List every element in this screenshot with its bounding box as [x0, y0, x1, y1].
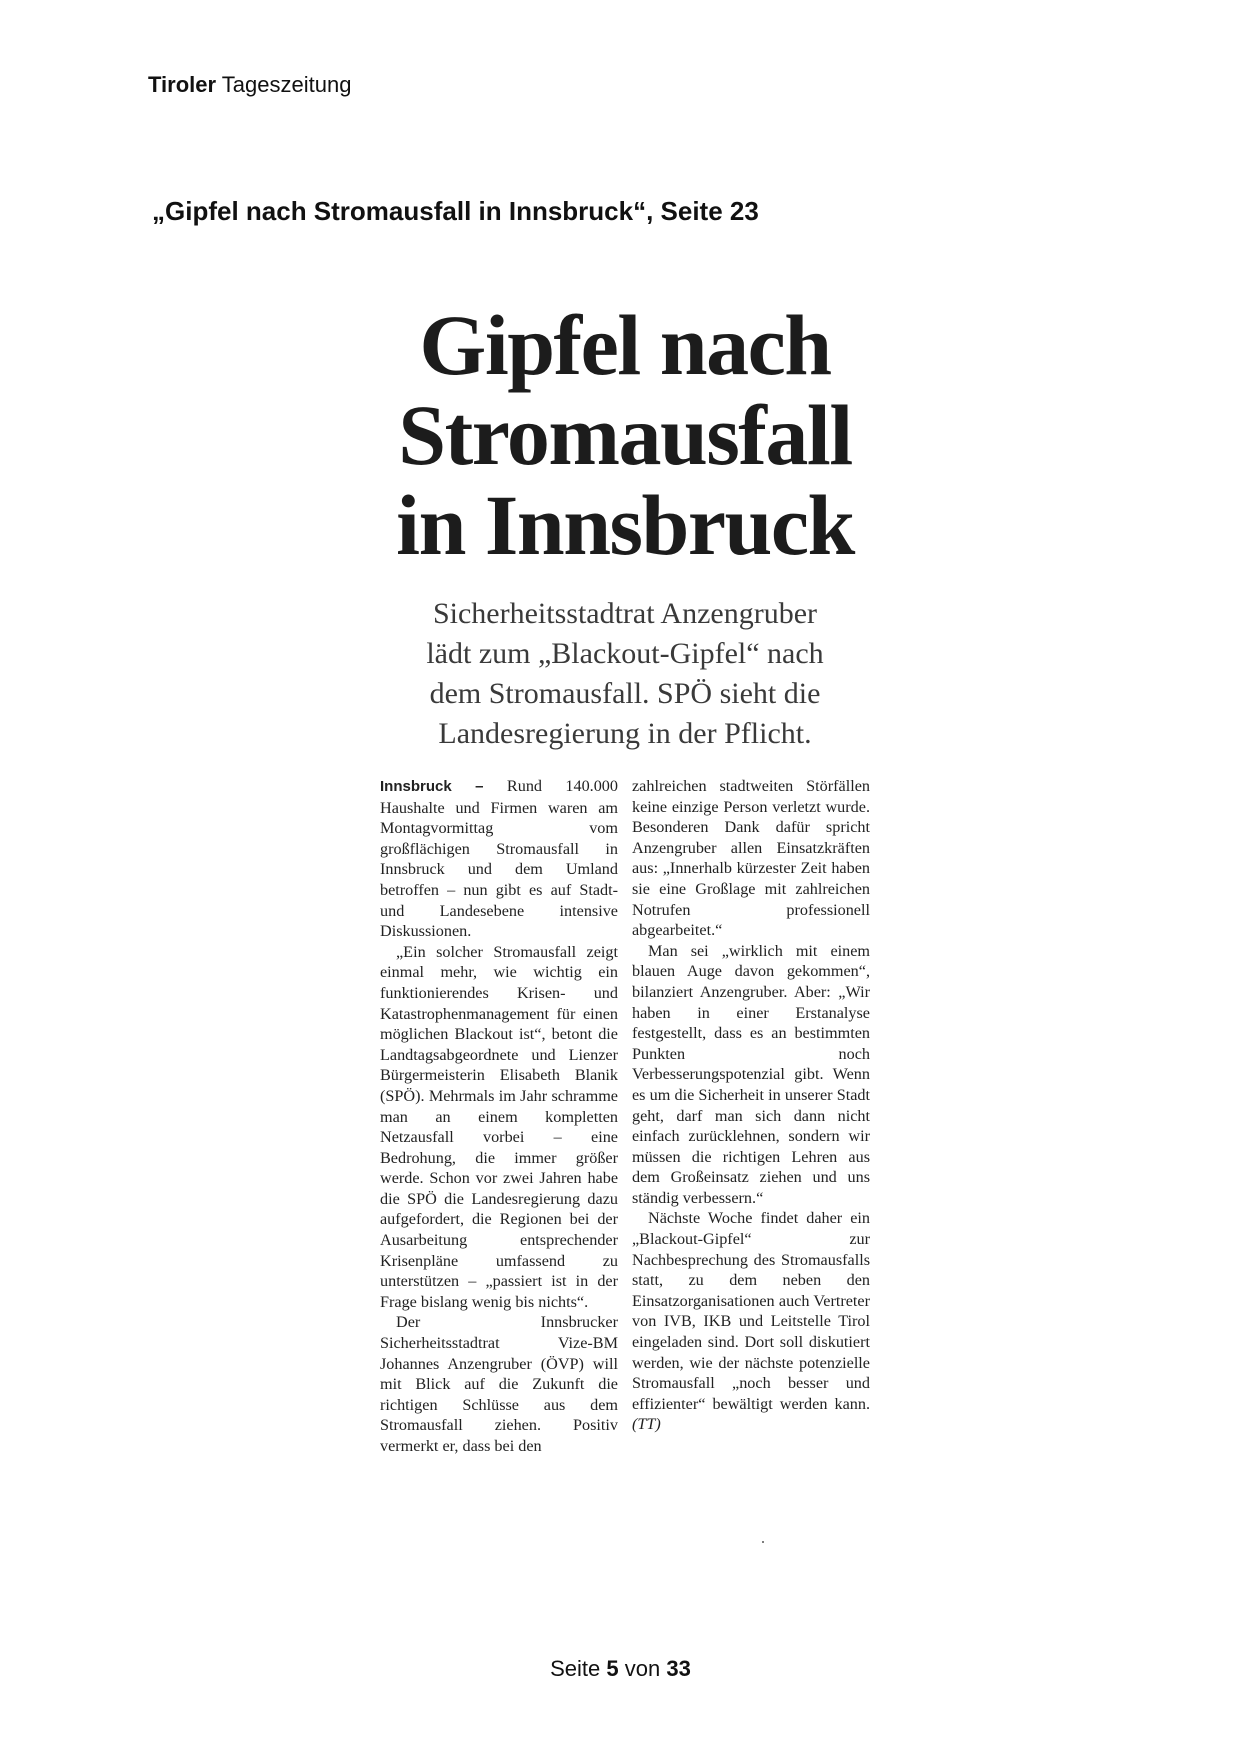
clip-reference: „Gipfel nach Stromausfall in Innsbruck“, Seite 23 — [152, 196, 759, 226]
total-pages-number: 33 — [666, 1656, 691, 1681]
paragraph-text: Rund 140.000 Haushalte und Firmen waren am Montagvormittag vom großflächigen Stromausfall in Innsbruck und dem Umland betroffen – nun gibt es auf Stadt- und Landesebene intensive Diskussionen. — [380, 777, 618, 941]
headline-line: Gipfel nach — [419, 297, 831, 393]
article-column-left — [380, 776, 618, 1457]
article-paragraph — [632, 1208, 870, 1435]
headline-line: in Innsbruck — [396, 477, 854, 573]
article-column-right — [632, 776, 870, 1457]
subhead-line: Sicherheitsstadtrat Anzengruber — [432, 597, 818, 630]
current-page-number: 5 — [606, 1656, 619, 1681]
publication-name-rest: Tageszeitung — [221, 72, 352, 97]
page-of-label: von — [624, 1656, 661, 1681]
paragraph-text: Nächste Woche findet daher ein „Blackout-Gipfel“ zur Nachbesprechung des Stromausfalls statt, zu dem neben den Einsatzorganisationen auch Vertreter von IVB, IKB und Leitstelle Tirol eingeladen sind. Dort soll diskutiert werden, wie der nächste potenzielle Stromausfall „noch besser und effizienter“ bewältigt werden kann. — [632, 1209, 870, 1413]
article-paragraph: zahlreichen stadtweiten Störfällen keine einzige Person verletzt wurde. Besonderen Dank dafür spricht Anzengruber allen Einsatzkräften aus: „Innerhalb kürzester Zeit haben sie eine Großlage mit zahlreichen Notrufen professionell abgearbeitet.“ — [632, 777, 870, 940]
publication-header — [148, 72, 351, 98]
article-body — [380, 776, 870, 1457]
article-paragraph: Man sei „wirklich mit einem blauen Auge davon gekommen“, bilanziert Anzengruber. Aber: „Wir haben in einer Erstanalyse festgestellt, dass es an bestimmten Punkten noch Verbesserungspotenzial gibt. Wenn es um die Sicherheit in unserer Stadt geht, darf man sich dann nicht einfach zurücklehnen, sondern wir müssen die richtigen Lehren aus dem Großeinsatz ziehen und uns ständig verbessern.“ — [632, 941, 870, 1207]
page-label: Seite — [550, 1656, 601, 1681]
publication-name-bold: Tiroler — [148, 72, 217, 97]
article-paragraph — [380, 776, 618, 942]
author-signature: (TT) — [632, 1415, 661, 1434]
article-subheadline — [390, 594, 860, 754]
page-footer — [0, 1656, 1241, 1682]
subhead-line: dem Stromausfall. SPÖ sieht die — [429, 677, 821, 710]
dateline: Innsbruck – — [380, 778, 484, 795]
end-mark — [762, 1541, 764, 1543]
article-paragraph: „Ein solcher Stromausfall zeigt einmal mehr, wie wichtig ein funktionierendes Krisen- und Katastrophenmanagement für einen möglichen Blackout ist“, betont die Landtagsabgeordnete und Lienzer Bürgermeisterin Elisabeth Blanik (SPÖ). Mehrmals im Jahr schramme man an einem kompletten Netzausfall vorbei – eine Bedrohung, die immer größer werde. Schon vor zwei Jahren habe die SPÖ die Landesregierung dazu aufgefordert, die Regionen bei der Ausarbeitung entsprechender Krisenpläne umfassend zu unterstützen – „passiert ist in der Frage bislang wenig bis nichts“. — [380, 942, 618, 1311]
subhead-line: lädt zum „Blackout-Gipfel“ nach — [426, 637, 824, 670]
article-headline — [380, 297, 870, 573]
newspaper-clipping — [380, 297, 870, 1457]
article-paragraph: Der Innsbrucker Sicherheitsstadtrat Vize-BM Johannes Anzengruber (ÖVP) will mit Blick auf die Zukunft die richtigen Schlüsse aus dem Stromausfall ziehen. Positiv vermerkt er, dass bei den — [380, 1313, 618, 1455]
headline-line: Stromausfall — [398, 387, 852, 483]
subhead-line: Landesregierung in der Pflicht. — [438, 717, 812, 750]
